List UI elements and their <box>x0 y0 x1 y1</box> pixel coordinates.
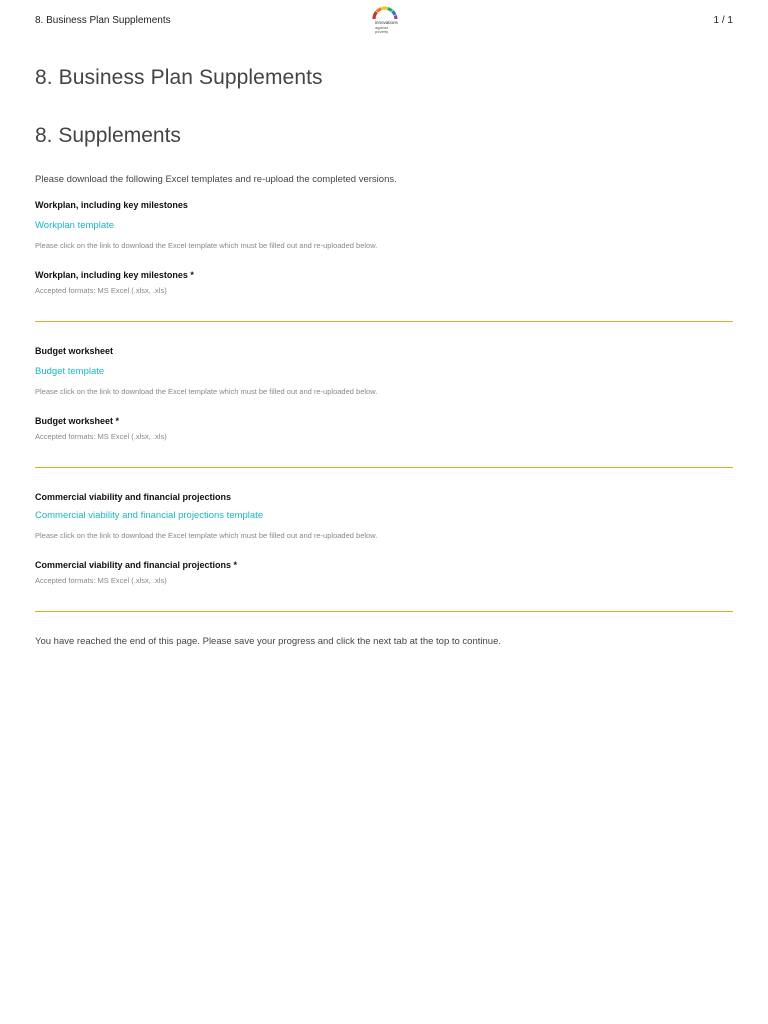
logo-line-3: poverty <box>375 29 389 34</box>
end-of-page-note: You have reached the end of this page. Please save your progress and click the next tab at the top to continue. <box>35 636 501 647</box>
section-divider <box>35 611 733 612</box>
commercial-viability-template-link[interactable]: Commercial viability and financial projections template <box>35 510 264 521</box>
section-divider <box>35 467 733 468</box>
workplan-upload-label: Workplan, including key milestones * <box>35 270 194 280</box>
logo-line-2: against <box>375 24 388 30</box>
section-label: Workplan, including key milestones <box>35 200 188 210</box>
section-label: Commercial viability and financial projections <box>35 492 232 502</box>
budget-template-link[interactable]: Budget template <box>35 366 105 377</box>
supplement-section-workplan <box>35 200 733 295</box>
section-divider <box>35 321 733 322</box>
budget-upload-label: Budget worksheet * <box>35 416 120 426</box>
section-label: Budget worksheet <box>35 346 114 356</box>
help-text: Please click on the link to download the Excel template which must be filled out and re-uploaded below. <box>35 531 378 540</box>
page-header <box>35 0 733 40</box>
commercial-viability-upload-label: Commercial viability and financial projections * <box>35 560 238 570</box>
intro-text: Please download the following Excel templates and re-upload the completed versions. <box>35 174 397 185</box>
page-indicator: 1 / 1 <box>713 15 733 26</box>
section-title: 8. Supplements <box>35 124 181 147</box>
header-title: 8. Business Plan Supplements <box>35 15 171 26</box>
logo-text <box>375 21 398 35</box>
supplement-section-commercial-viability <box>35 492 733 585</box>
help-text: Please click on the link to download the Excel template which must be filled out and re-uploaded below. <box>35 241 378 250</box>
page-title: 8. Business Plan Supplements <box>35 66 323 89</box>
accepted-formats: Accepted formats: MS Excel (.xlsx, .xls) <box>35 576 167 585</box>
accepted-formats: Accepted formats: MS Excel (.xlsx, .xls) <box>35 432 167 441</box>
help-text: Please click on the link to download the Excel template which must be filled out and re-uploaded below. <box>35 387 378 396</box>
logo-line-1: innovations <box>375 20 398 25</box>
workplan-template-link[interactable]: Workplan template <box>35 220 115 231</box>
innovations-against-poverty-logo <box>370 6 400 36</box>
accepted-formats: Accepted formats: MS Excel (.xlsx, .xls) <box>35 286 167 295</box>
supplement-section-budget <box>35 346 733 441</box>
